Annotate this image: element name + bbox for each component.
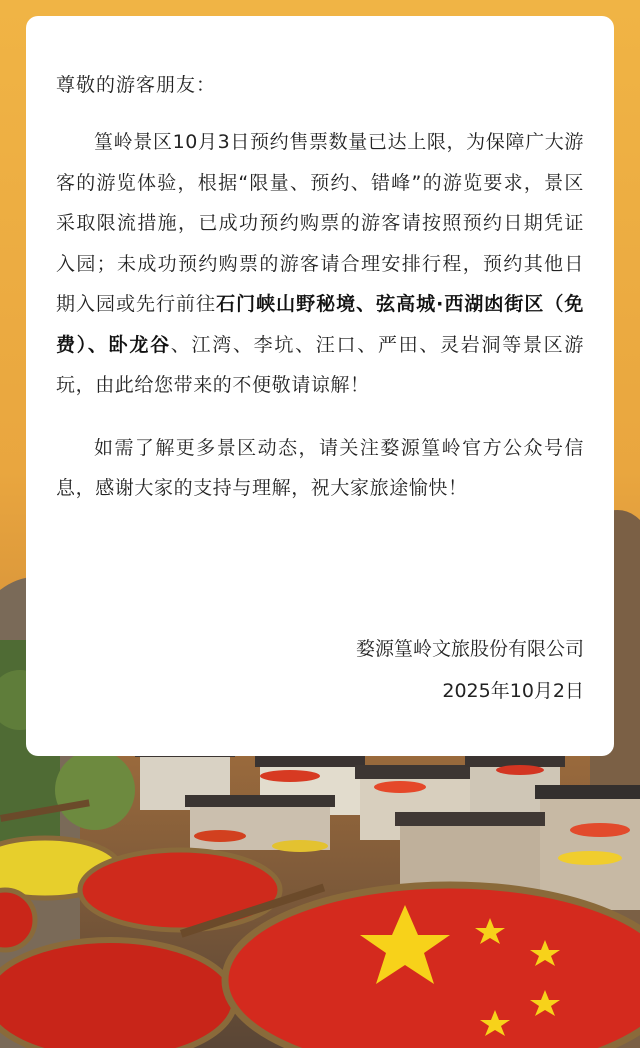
drying-tray (374, 781, 426, 793)
tree (55, 750, 135, 830)
signature-date: 2025年10月2日 (442, 680, 584, 702)
paragraph-1-bold-locations: 石门峡山野秘境、弦高城·西湖凼街区（免费）、卧龙谷 (56, 293, 584, 356)
drying-tray (194, 830, 246, 842)
drying-tray (570, 823, 630, 837)
village-building (540, 790, 640, 910)
village-roof (535, 785, 640, 799)
signature-company: 婺源篁岭文旅股份有限公司 (355, 638, 584, 660)
village-roof (395, 812, 545, 826)
drying-tray (496, 765, 544, 775)
basket-chili (80, 850, 280, 930)
basket-chili (0, 890, 35, 950)
drying-tray (260, 770, 320, 782)
village-roof (255, 755, 365, 767)
paragraph-1-text-end: 、江湾、李坑、汪口、严田、灵岩洞等景区游玩，由此给您带来的不便敬请谅解！ (56, 333, 584, 396)
drying-tray (272, 840, 328, 852)
basket-chili (0, 940, 235, 1048)
village-roof (355, 765, 475, 779)
paragraph-1-text: 篁岭景区10月3日预约售票数量已达上限，为保障广大游客的游览体验，根据“限量、预约、错峰”的游览要求，景区采取限流措施，已成功预约购票的游客请按照预约日期凭证入园；未成功预约购票的游客请合理安排行程，预约其他日期入园或先行前往 (56, 131, 584, 315)
basket-flag (225, 885, 640, 1048)
notice-paragraph-1 (56, 122, 584, 406)
drying-tray (558, 851, 622, 865)
village-roof (185, 795, 335, 807)
notice-card (26, 16, 614, 756)
greeting: 尊敬的游客朋友： (56, 74, 217, 96)
notice-paragraph-2: 如需了解更多景区动态，请关注婺源篁岭官方公众号信息，感谢大家的支持与理解，祝大家旅途愉快！ (56, 436, 584, 499)
